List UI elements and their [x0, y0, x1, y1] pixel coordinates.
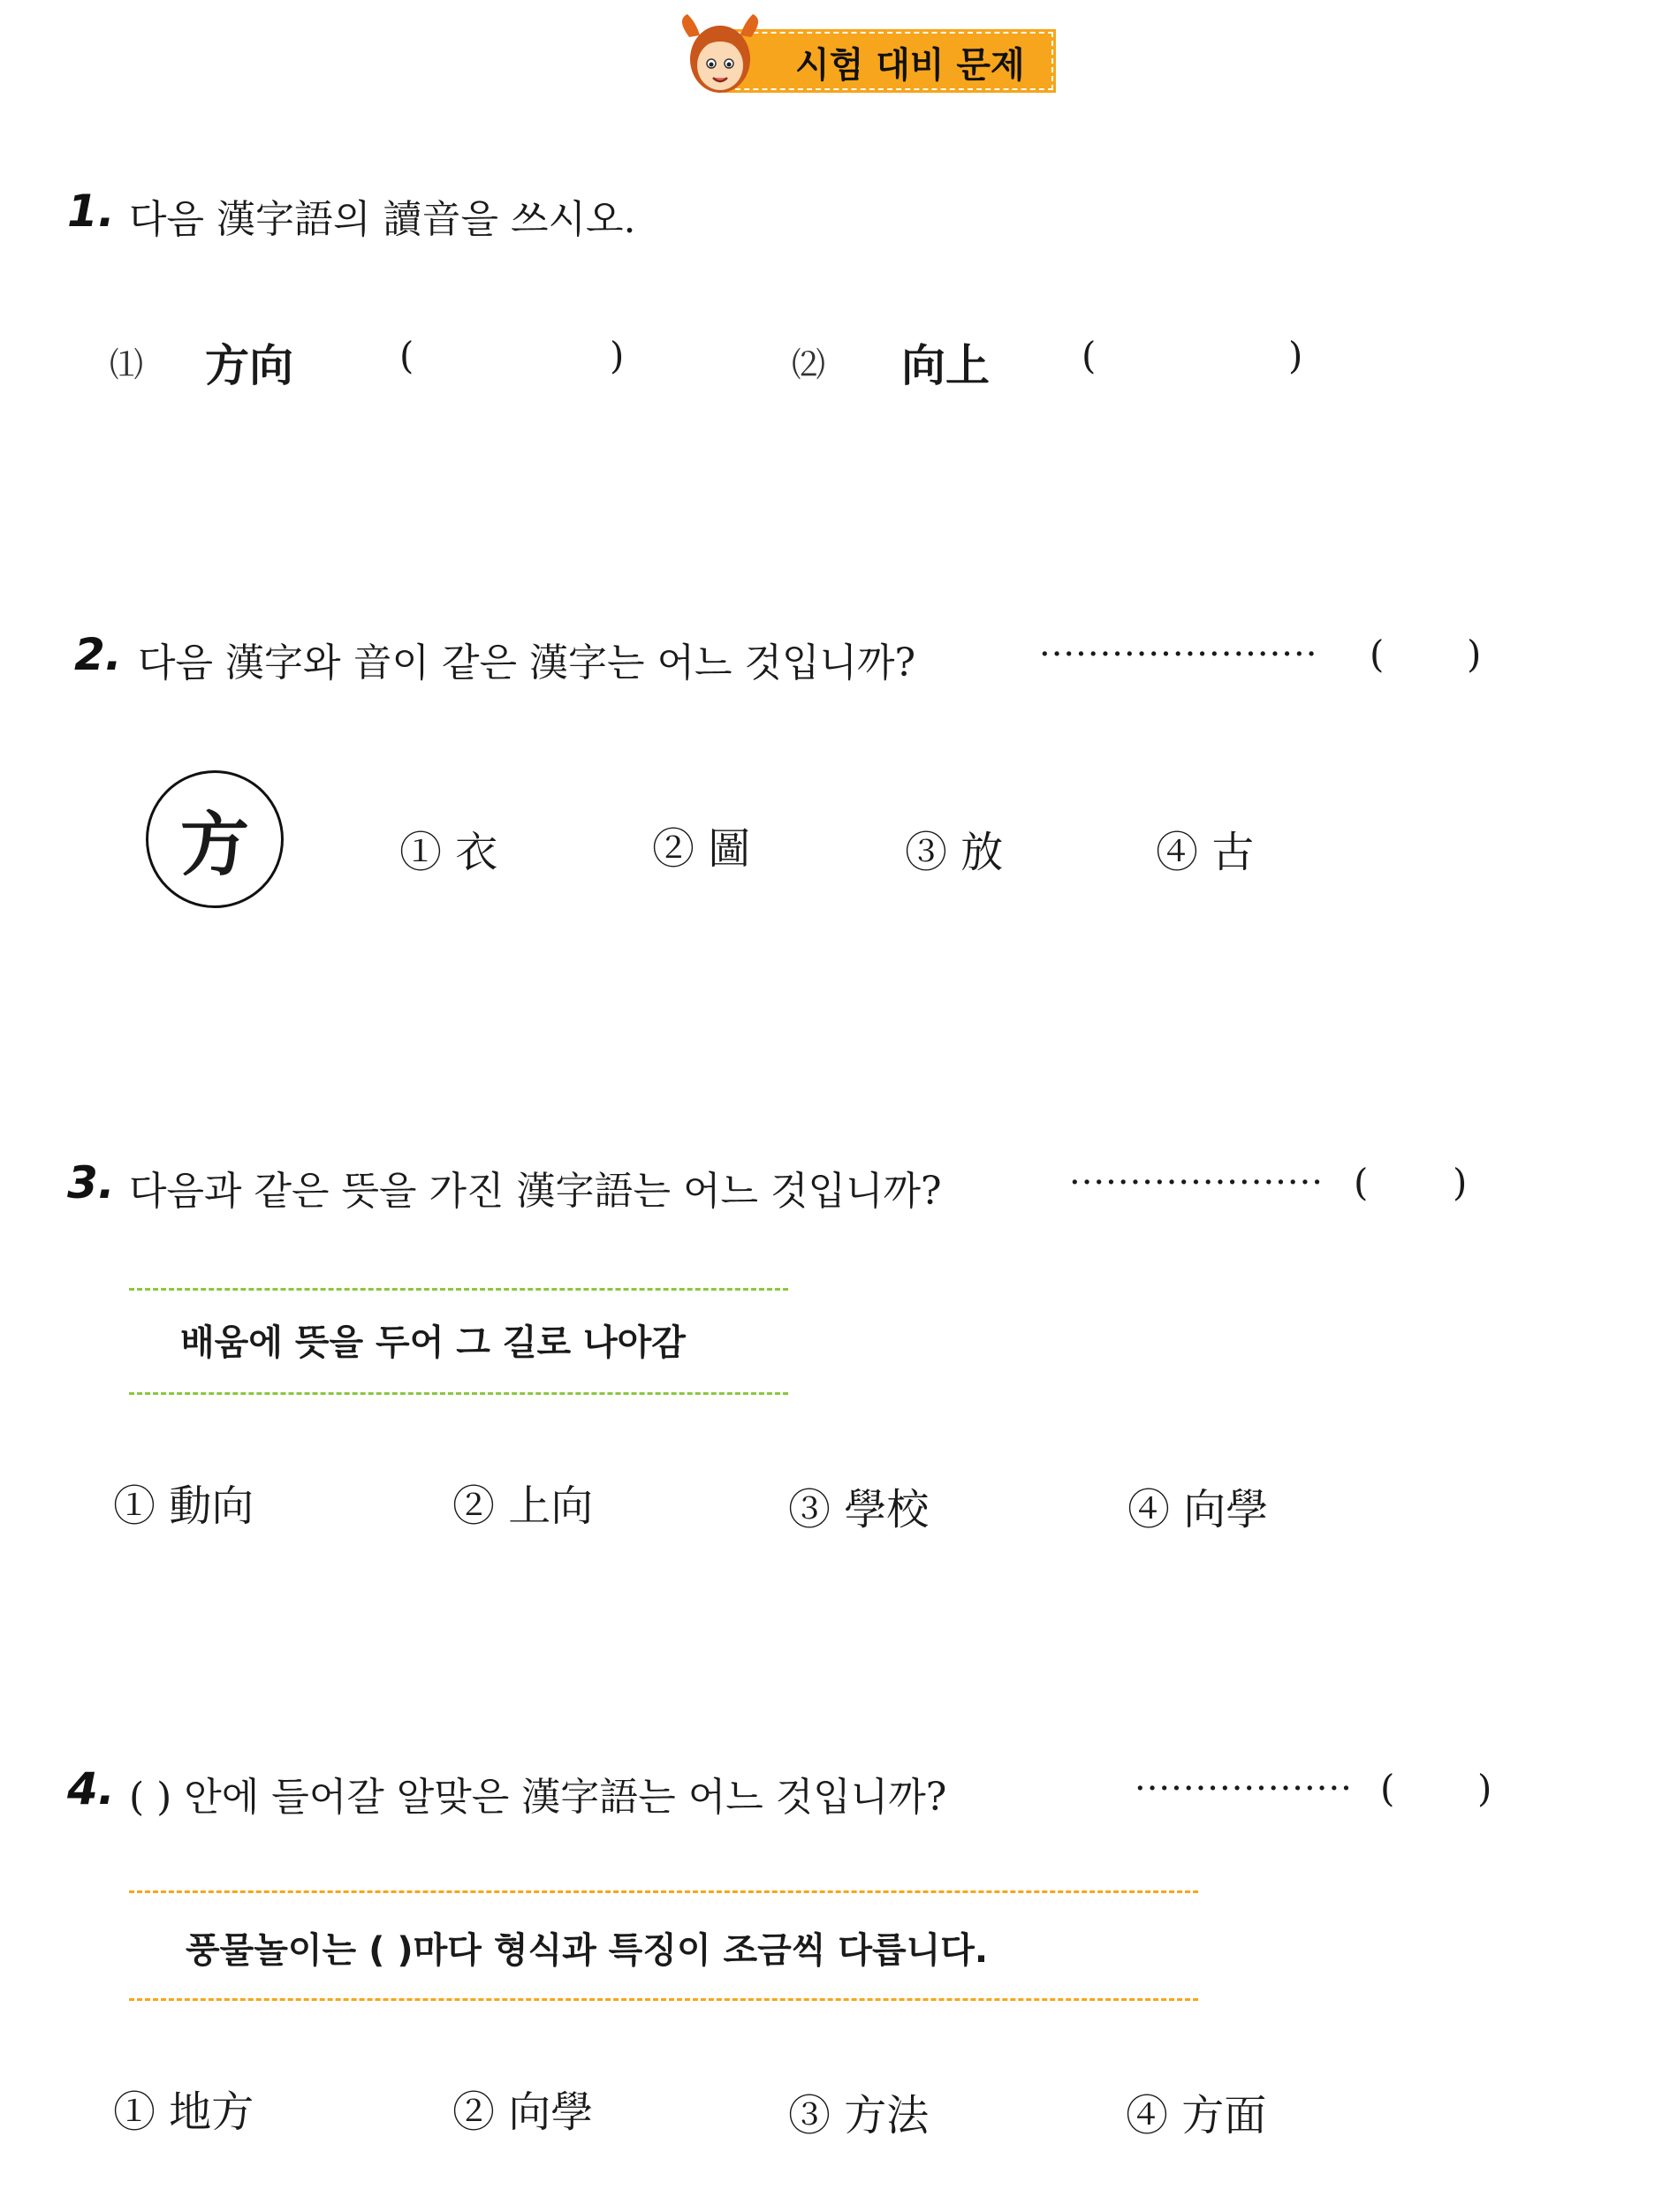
q1-item-1-close-paren: )	[610, 334, 625, 377]
question-3-answer-close: )	[1453, 1161, 1468, 1204]
question-3-text: 다음과 같은 뜻을 가진 漢字語는 어느 것입니까?	[129, 1169, 942, 1214]
question-2-option-4[interactable]: ④ 古	[1156, 828, 1255, 877]
question-3-answer-open: (	[1354, 1161, 1369, 1204]
question-3-number: 3.	[67, 1157, 115, 1208]
question-2-option-2[interactable]: ② 圖	[652, 824, 751, 874]
question-2-text: 다음 漢字와 音이 같은 漢字는 어느 것입니까?	[138, 640, 916, 686]
question-1-number: 1.	[67, 186, 115, 237]
question-4-sentence: 풍물놀이는 ( )마다 형식과 특징이 조금씩 다릅니다.	[186, 1930, 989, 1971]
question-4-option-3[interactable]: ③ 方法	[788, 2091, 930, 2140]
question-4-answer-open: (	[1380, 1767, 1395, 1810]
q1-item-1-label: ⑴	[110, 345, 144, 384]
question-4-option-1[interactable]: ① 地方	[113, 2087, 254, 2137]
question-3-option-2[interactable]: ② 上向	[452, 1481, 594, 1531]
question-4-answer-blank[interactable]	[1402, 1760, 1482, 1813]
question-1-text: 다음 漢字語의 讀音을 쓰시오.	[129, 197, 636, 242]
q1-item-2-close-paren: )	[1288, 334, 1303, 377]
question-3-definition: 배움에 뜻을 두어 그 길로 나아감	[180, 1322, 686, 1363]
q3-box-top-divider	[129, 1288, 788, 1291]
question-3-option-4[interactable]: ④ 向學	[1127, 1485, 1269, 1534]
q1-item-2-label: ⑵	[792, 345, 826, 384]
question-3-answer-blank[interactable]	[1376, 1154, 1446, 1207]
question-2-option-1[interactable]: ① 衣	[399, 828, 498, 877]
header-title: 시험 대비 문제	[795, 45, 1025, 86]
question-3-leader-dots: ·····················	[1069, 1163, 1325, 1203]
question-2-leader-dots: ·······················	[1039, 634, 1318, 675]
question-4-answer-close: )	[1477, 1767, 1492, 1810]
question-2-answer-open: (	[1370, 633, 1385, 676]
q1-item-2-open-paren: (	[1082, 334, 1097, 377]
q1-item-1-word: 方向	[205, 339, 293, 391]
question-2-circled-char: 方	[146, 770, 284, 908]
q3-box-bottom-divider	[129, 1392, 788, 1395]
question-2-answer-close: )	[1467, 633, 1482, 676]
q1-item-2-word: 向上	[901, 339, 990, 391]
q4-box-top-divider	[129, 1890, 1198, 1893]
question-2-option-3[interactable]: ③ 放	[905, 828, 1004, 877]
question-4-text: ( ) 안에 들어갈 알맞은 漢字語는 어느 것입니까?	[129, 1775, 947, 1820]
q1-item-1-open-paren: (	[399, 334, 414, 377]
question-3-option-1[interactable]: ① 動向	[113, 1481, 254, 1531]
question-4-option-2[interactable]: ② 向學	[452, 2087, 594, 2137]
question-4-leader-dots: ··················	[1135, 1769, 1353, 1809]
question-4-option-4[interactable]: ④ 方面	[1126, 2091, 1267, 2140]
q4-box-bottom-divider	[129, 1998, 1198, 2001]
q1-item-2-answer-blank[interactable]	[1102, 327, 1279, 380]
question-2-number: 2.	[74, 629, 122, 680]
section-header	[672, 11, 1060, 99]
question-4-number: 4.	[67, 1763, 115, 1814]
question-2-answer-blank[interactable]	[1392, 625, 1467, 678]
question-3-option-3[interactable]: ③ 學校	[788, 1485, 930, 1534]
girl-mascot-icon	[672, 11, 769, 99]
q1-item-1-answer-blank[interactable]	[420, 327, 605, 380]
